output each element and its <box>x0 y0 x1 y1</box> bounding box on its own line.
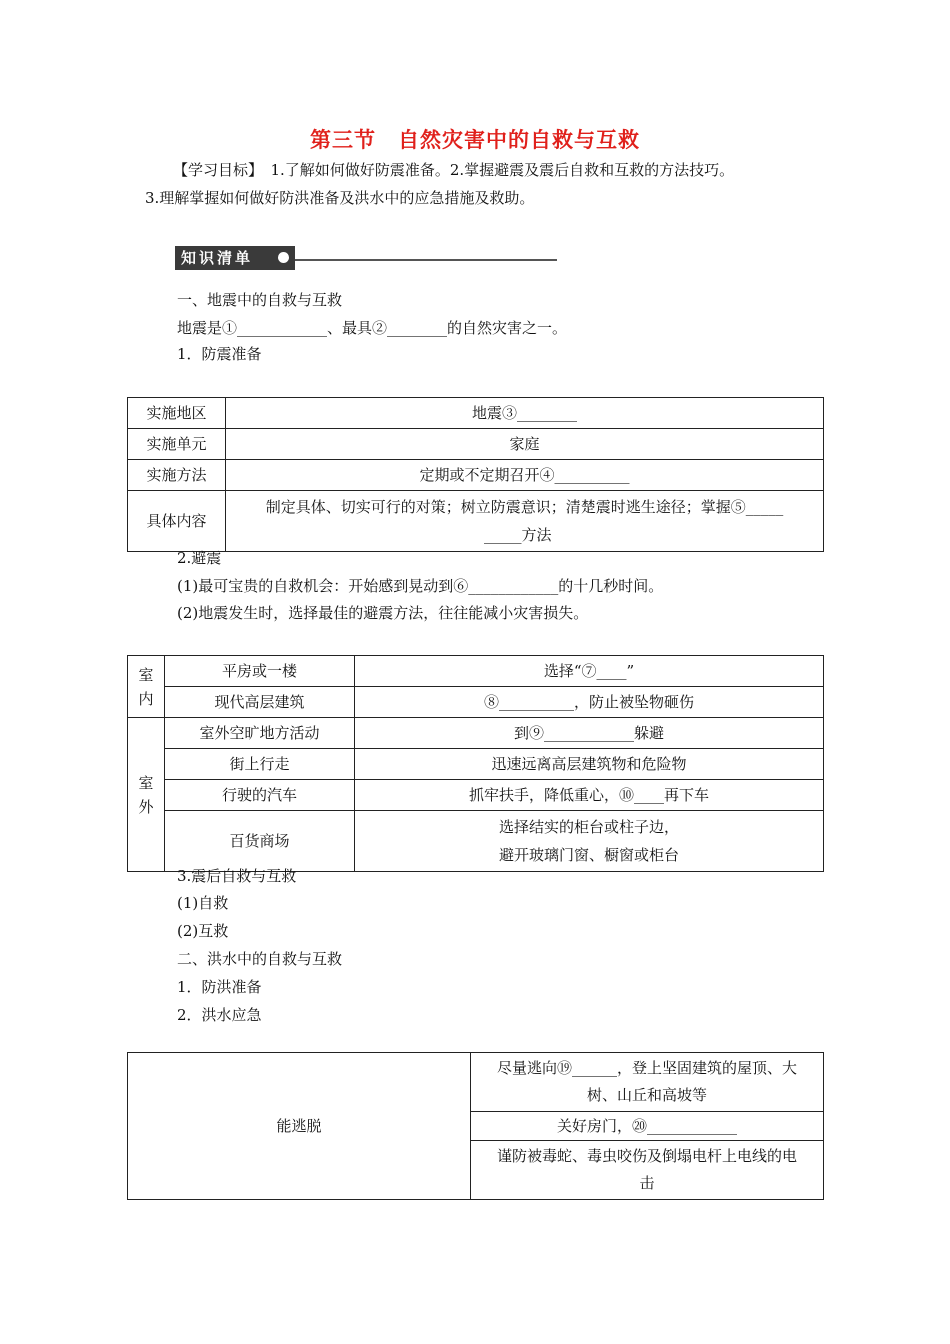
table-cell-place: 行驶的汽车 <box>165 780 355 811</box>
table-row <box>128 429 824 460</box>
part1-sub3: 3.震后自救与互救 <box>177 867 297 885</box>
table-cell-place: 室外空旷地方活动 <box>165 718 355 749</box>
part1-p1: (1)最可宝贵的自救机会：开始感到晃动到⑥____________的十几秒时间。 <box>177 577 664 595</box>
banner-divider <box>295 259 557 261</box>
table-cell-key: 具体内容 <box>128 491 226 552</box>
page-title: 第三节 自然灾害中的自救与互救 <box>310 128 640 152</box>
table-row <box>128 656 824 687</box>
table-row <box>128 749 824 780</box>
table-cell-place: 街上行走 <box>165 749 355 780</box>
label-char: 室 <box>138 665 154 684</box>
part1-intro: 地震是①____________、最具②________的自然灾害之一。 <box>177 319 568 337</box>
bullet-icon <box>278 252 289 263</box>
table-cell-action <box>471 1112 824 1141</box>
part2-heading: 二、洪水中的自救与互救 <box>177 950 343 968</box>
label-char: 室 <box>138 773 154 792</box>
table-row <box>128 460 824 491</box>
table-cell-line: 谨防被毒蛇、毒虫咬伤及倒塌电杆上电线的电 <box>496 1147 797 1165</box>
part1-s1: (1)自救 <box>177 894 229 912</box>
table-cell-line: 选择结实的柜台或柱子边， <box>498 818 679 836</box>
part1-s2: (2)互救 <box>177 922 229 940</box>
flood-table <box>127 1052 824 1200</box>
table-row <box>128 811 824 872</box>
earthquake-prep-table <box>127 397 824 552</box>
table-cell-place: 现代高层建筑 <box>165 687 355 718</box>
part1-heading: 一、地震中的自救与互救 <box>177 291 343 309</box>
table-row <box>128 718 824 749</box>
part1-sub2: 2.避震 <box>177 549 222 567</box>
table-row <box>128 1053 824 1112</box>
banner-label: 知识清单 <box>181 249 254 267</box>
table-cell-line: _____方法 <box>484 526 552 544</box>
table-cell-place: 百货商场 <box>165 811 355 872</box>
indoor-label <box>128 656 165 718</box>
table-cell-key: 实施方法 <box>128 460 226 491</box>
label-char: 外 <box>138 797 154 816</box>
table-cell-value: 地震③________ <box>226 398 824 429</box>
table-cell-line: 避开玻璃门窗、橱窗或柜台 <box>498 846 679 864</box>
table-cell-line: 击 <box>639 1174 655 1192</box>
table-cell-line: 尽量逃向⑲______，登上坚固建筑的屋顶、大 <box>496 1059 797 1077</box>
table-cell-line: 关好房门，⑳____________ <box>556 1117 737 1135</box>
table-cell-key: 实施地区 <box>128 398 226 429</box>
part2-sub2: 2．洪水应急 <box>177 1006 262 1024</box>
table-cell-line: 制定具体、切实可行的对策；树立防震意识；清楚震时逃生途径；掌握⑤_____ <box>265 498 784 516</box>
table-cell-place: 平房或一楼 <box>165 656 355 687</box>
table-cell-action: ⑧__________，防止被坠物砸伤 <box>355 687 824 718</box>
label-char: 内 <box>138 689 154 708</box>
objectives-line-1: 【学习目标】 1.了解如何做好防震准备。2.掌握避震及震后自救和互救的方法技巧。 <box>173 161 735 179</box>
table-row <box>128 398 824 429</box>
objectives-line-2: 3.理解掌握如何做好防洪准备及洪水中的应急措施及救助。 <box>145 189 535 207</box>
table-cell-value <box>226 491 824 552</box>
table-cell-key: 实施单元 <box>128 429 226 460</box>
table-cell-value: 定期或不定期召开④__________ <box>226 460 824 491</box>
escape-label: 能逃脱 <box>128 1053 471 1200</box>
table-cell-value: 家庭 <box>226 429 824 460</box>
table-cell-action: 抓牢扶手，降低重心，⑩____再下车 <box>355 780 824 811</box>
table-row <box>128 491 824 552</box>
avoid-quake-table <box>127 655 824 872</box>
table-cell-action: 迅速远离高层建筑物和危险物 <box>355 749 824 780</box>
part2-sub1: 1．防洪准备 <box>177 978 262 996</box>
outdoor-label <box>128 718 165 872</box>
table-cell-line: 树、山丘和高坡等 <box>586 1086 707 1104</box>
table-row <box>128 687 824 718</box>
table-cell-action: 到⑨____________躲避 <box>355 718 824 749</box>
table-cell-action <box>471 1053 824 1112</box>
table-cell-action <box>471 1141 824 1200</box>
table-cell-action <box>355 811 824 872</box>
part1-p2: (2)地震发生时，选择最佳的避震方法，往往能减小灾害损失。 <box>177 604 589 622</box>
table-cell-action: 选择“⑦____” <box>355 656 824 687</box>
section-banner <box>175 246 295 270</box>
part1-sub1: 1．防震准备 <box>177 345 262 363</box>
table-row <box>128 780 824 811</box>
